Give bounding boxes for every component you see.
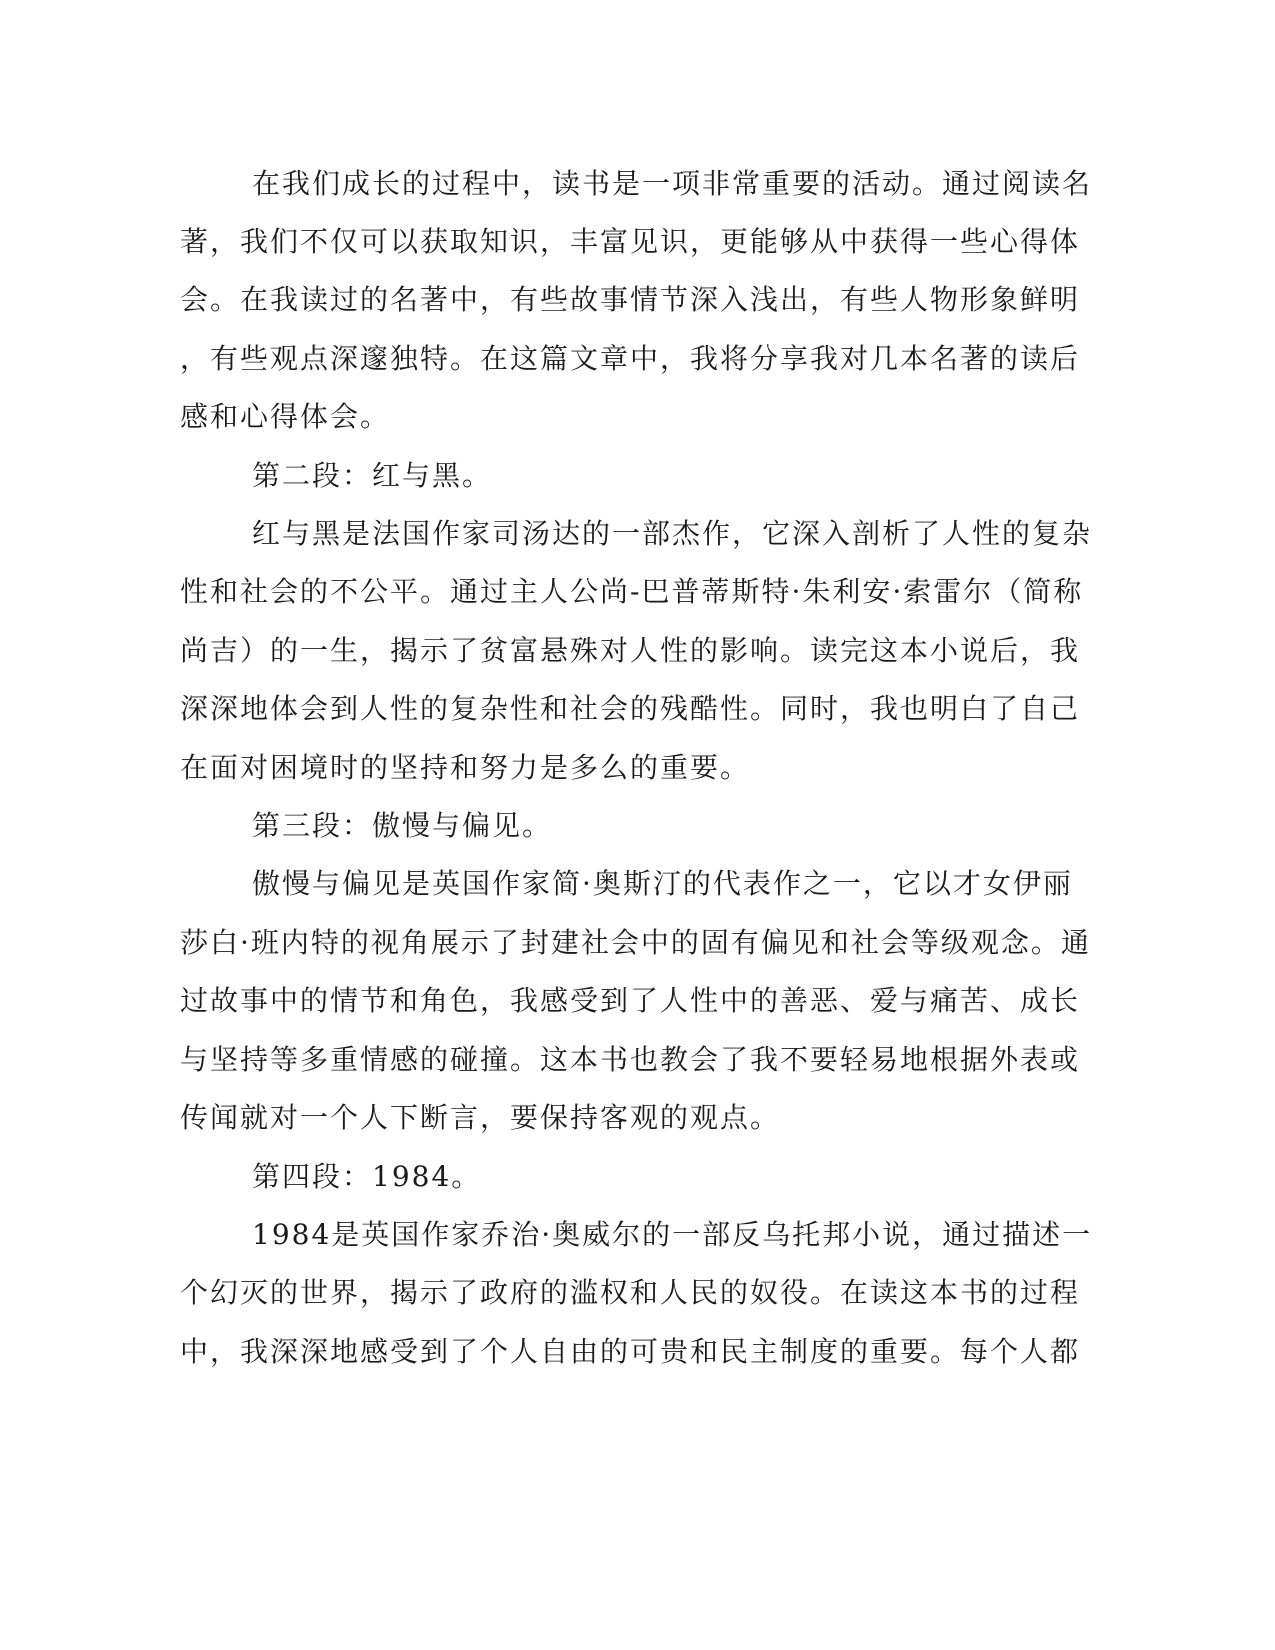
- section-heading: 第四段：1984。: [252, 1160, 482, 1193]
- text-line: 在面对困境时的坚持和努力是多么的重要。: [180, 751, 751, 784]
- text-line: 感和心得体会。: [180, 400, 391, 433]
- text-line: ，有些观点深邃独特。在这篇文章中，我将分享我对几本名著的读后: [180, 342, 1081, 375]
- text-line: 著，我们不仅可以获取知识，丰富见识，更能够从中获得一些心得体: [180, 225, 1081, 258]
- text-line: 深深地体会到人性的复杂性和社会的残酷性。同时，我也明白了自己: [180, 692, 1081, 725]
- text-line: 性和社会的不公平。通过主人公尚-巴普蒂斯特·朱利安·索雷尔（简称: [180, 575, 1084, 608]
- text-line: 过故事中的情节和角色，我感受到了人性中的善恶、爱与痛苦、成长: [180, 984, 1081, 1017]
- text-line: 与坚持等多重情感的碰撞。这本书也教会了我不要轻易地根据外表或: [180, 1043, 1081, 1076]
- text-line: 个幻灭的世界，揭示了政府的滥权和人民的奴役。在读这本书的过程: [180, 1276, 1081, 1309]
- text-line: 傲慢与偏见是英国作家简·奥斯汀的代表作之一，它以才女伊丽: [252, 867, 1073, 900]
- text-line: 中，我深深地感受到了个人自由的可贵和民主制度的重要。每个人都: [180, 1335, 1081, 1368]
- text-line: 1984是英国作家乔治·奥威尔的一部反乌托邦小说，通过描述一: [252, 1218, 1093, 1251]
- text-line: 会。在我读过的名著中，有些故事情节深入浅出，有些人物形象鲜明: [180, 283, 1081, 316]
- text-line: 传闻就对一个人下断言，要保持客观的观点。: [180, 1101, 781, 1134]
- text-line: 在我们成长的过程中，读书是一项非常重要的活动。通过阅读名: [252, 167, 1093, 200]
- section-heading: 第三段：傲慢与偏见。: [252, 809, 553, 842]
- text-line: 莎白·班内特的视角展示了封建社会中的固有偏见和社会等级观念。通: [180, 926, 1091, 959]
- section-heading: 第二段：红与黑。: [252, 459, 493, 492]
- text-line: 红与黑是法国作家司汤达的一部杰作，它深入剖析了人性的复杂: [252, 517, 1093, 550]
- text-line: 尚吉）的一生，揭示了贫富悬殊对人性的影响。读完这本小说后，我: [180, 634, 1081, 667]
